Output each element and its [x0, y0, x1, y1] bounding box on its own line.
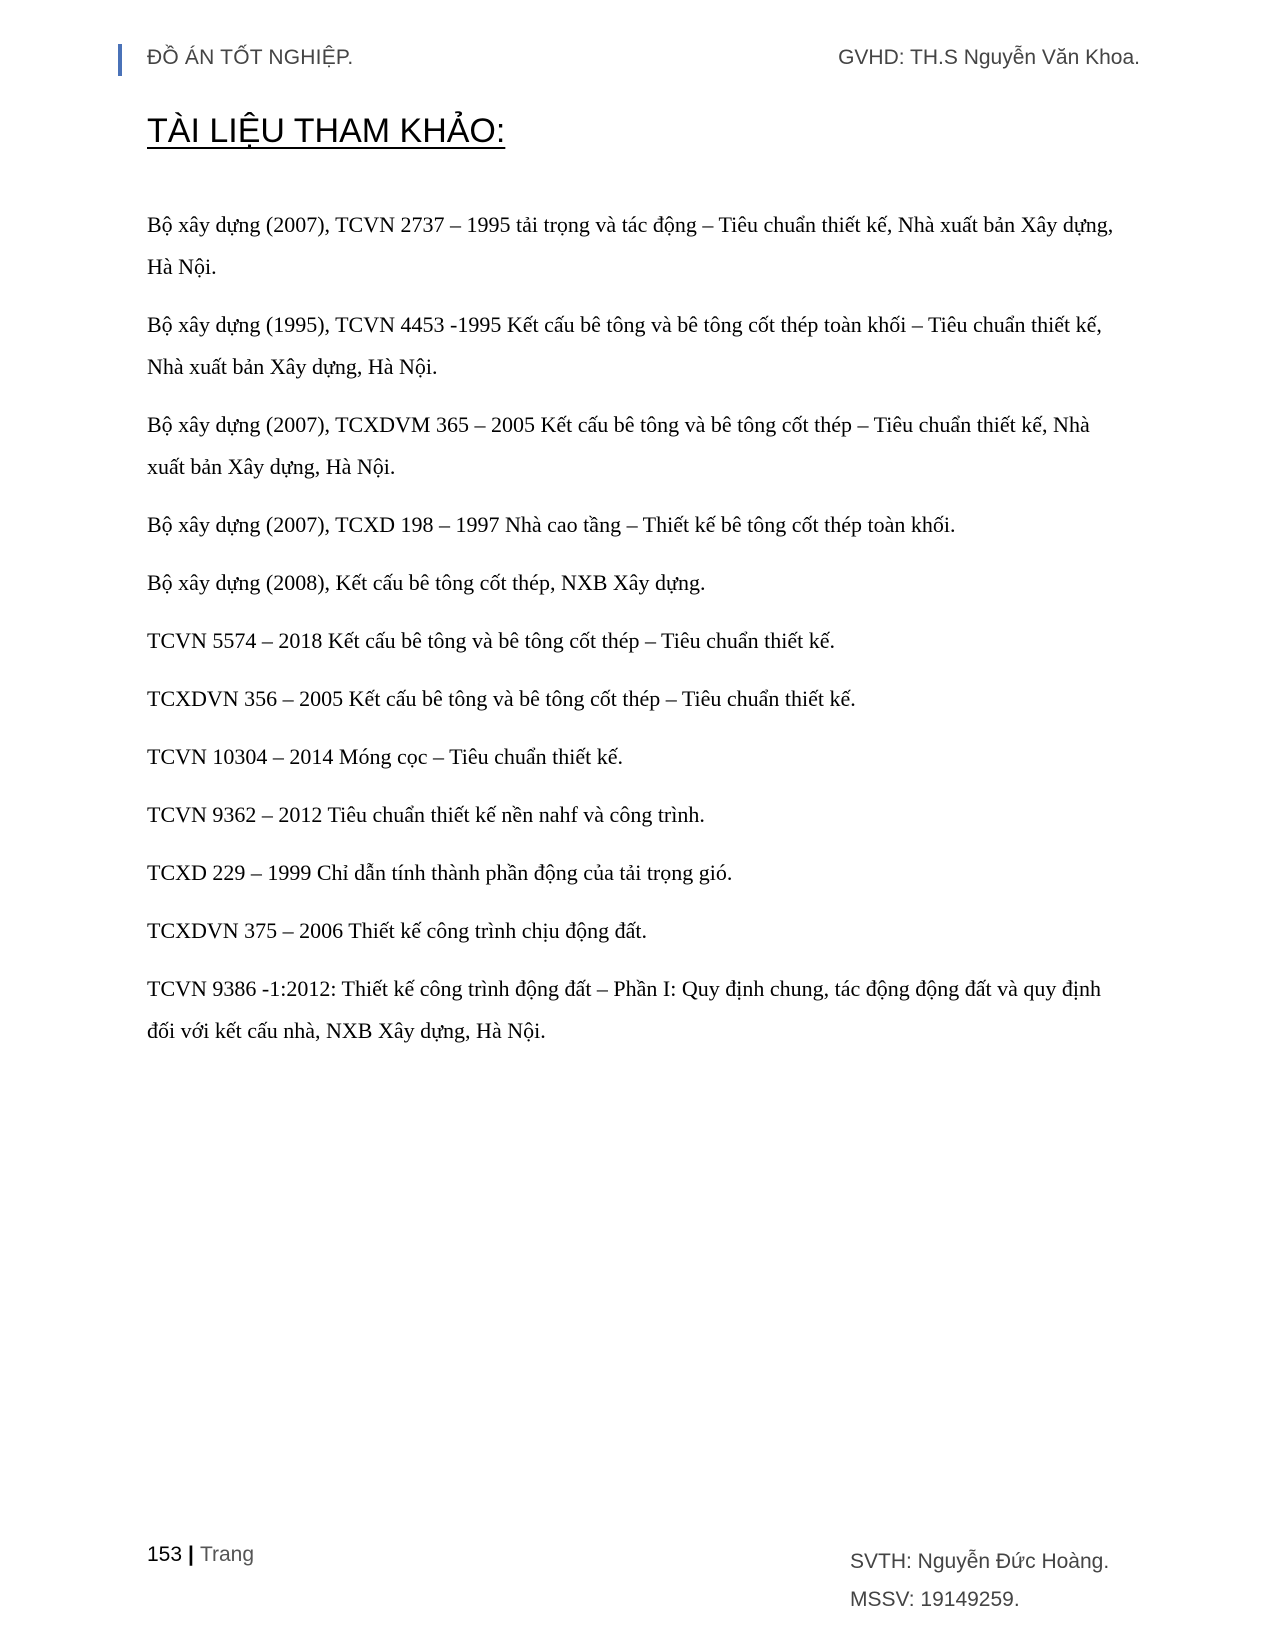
header-accent-bar: [118, 44, 122, 76]
reference-item: Bộ xây dựng (1995), TCVN 4453 -1995 Kết cấu bê tông và bê tông cốt thép toàn khối – Tiêu chuẩn thiết kế, Nhà xuất bản Xây dựng, Hà Nội.: [147, 312, 1102, 379]
student-id: MSSV: 19149259.: [850, 1588, 1020, 1611]
footer-separator: |: [188, 1543, 194, 1566]
header-advisor: GVHD: TH.S Nguyễn Văn Khoa.: [838, 46, 1140, 69]
page-word: Trang: [199, 1543, 255, 1566]
header-project-title: ĐỒ ÁN TỐT NGHIỆP.: [147, 46, 354, 69]
reference-item: TCVN 10304 – 2014 Móng cọc – Tiêu chuẩn thiết kế.: [147, 744, 624, 769]
reference-item: TCXD 229 – 1999 Chỉ dẫn tính thành phần động của tải trọng gió.: [147, 860, 733, 885]
footer-page-info: [147, 1543, 254, 1567]
reference-item: TCXDVN 356 – 2005 Kết cấu bê tông và bê tông cốt thép – Tiêu chuẩn thiết kế.: [147, 686, 856, 711]
reference-item: Bộ xây dựng (2007), TCVN 2737 – 1995 tải trọng và tác động – Tiêu chuẩn thiết kế, Nhà xuất bản Xây dựng, Hà Nội.: [147, 212, 1114, 279]
reference-list: [147, 204, 1122, 1068]
reference-item: Bộ xây dựng (2007), TCXD 198 – 1997 Nhà cao tầng – Thiết kế bê tông cốt thép toàn khối.: [147, 512, 956, 537]
page-title: TÀI LIỆU THAM KHẢO:: [147, 112, 506, 150]
reference-item: TCVN 5574 – 2018 Kết cấu bê tông và bê tông cốt thép – Tiêu chuẩn thiết kế.: [147, 628, 835, 653]
reference-item: Bộ xây dựng (2008), Kết cấu bê tông cốt thép, NXB Xây dựng.: [147, 570, 706, 595]
reference-item: TCVN 9386 -1:2012: Thiết kế công trình động đất – Phần I: Quy định chung, tác động động đất và quy định đối với kết cấu nhà, NXB Xây dựng, Hà Nội.: [147, 976, 1102, 1043]
reference-item: TCXDVN 375 – 2006 Thiết kế công trình chịu động đất.: [147, 918, 648, 943]
reference-item: TCVN 9362 – 2012 Tiêu chuẩn thiết kế nền nahf và công trình.: [147, 802, 705, 827]
page-number: 153: [147, 1543, 183, 1566]
reference-item: Bộ xây dựng (2007), TCXDVM 365 – 2005 Kết cấu bê tông và bê tông cốt thép – Tiêu chuẩn thiết kế, Nhà xuất bản Xây dựng, Hà Nội.: [147, 412, 1090, 479]
student-name: SVTH: Nguyễn Đức Hoàng.: [850, 1550, 1110, 1573]
footer-student-info: [850, 1543, 1109, 1619]
